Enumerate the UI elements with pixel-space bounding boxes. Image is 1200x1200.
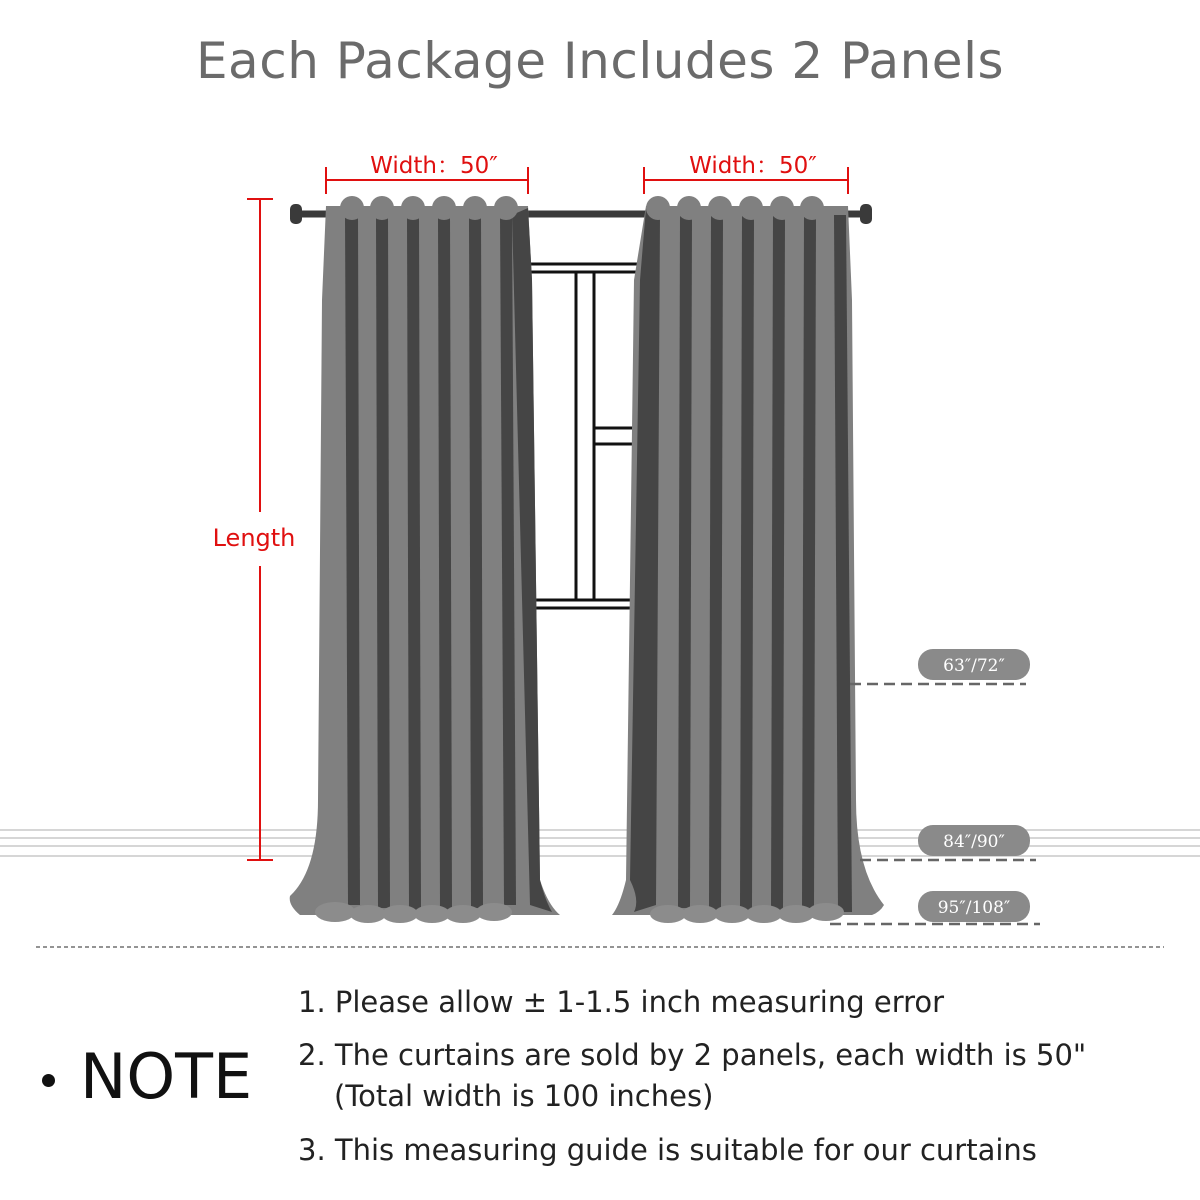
note-item-2: 2. The curtains are sold by 2 panels, each width is 50" <box>298 1038 1087 1072</box>
length-option-label: 84″/90″ <box>943 832 1005 852</box>
window <box>528 264 646 608</box>
note-item-3: 3. This measuring guide is suitable for our curtains <box>298 1133 1037 1167</box>
page-title: Each Package Includes 2 Panels <box>195 32 1005 90</box>
right-curtain-panel <box>612 196 884 923</box>
width-label-left: Width：50″ <box>370 153 498 179</box>
note-item-2-continued: (Total width is 100 inches) <box>334 1079 714 1113</box>
length-label: Length <box>212 524 296 552</box>
note-label <box>80 1040 252 1113</box>
note-bullet <box>42 1074 55 1087</box>
length-option-63-72 <box>850 649 1030 684</box>
note-label-text: NOTE <box>80 1040 253 1113</box>
note-item-1: 1. Please allow ± 1-1.5 inch measuring error <box>298 985 945 1019</box>
left-curtain-panel <box>290 196 560 923</box>
length-option-label: 95″/108″ <box>937 898 1011 918</box>
length-option-label: 63″/72″ <box>943 656 1005 676</box>
width-label-right: Width：50″ <box>689 153 817 179</box>
